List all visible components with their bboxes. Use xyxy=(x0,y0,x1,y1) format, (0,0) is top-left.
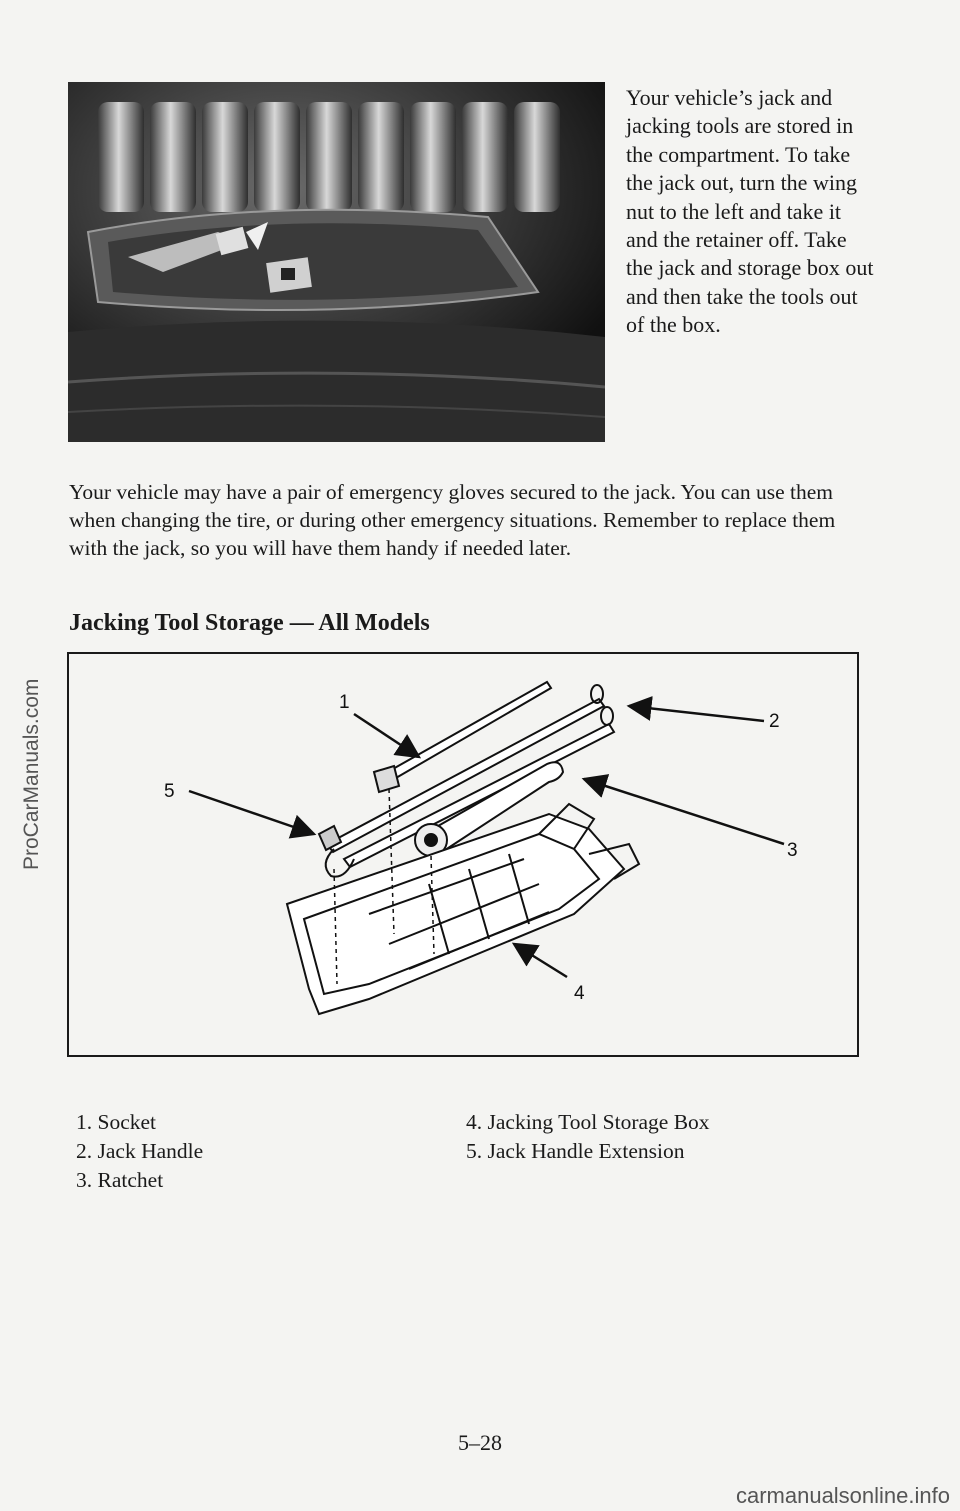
seat-rib xyxy=(514,102,560,212)
seat-rib xyxy=(202,102,248,212)
page-number: 5–28 xyxy=(458,1430,502,1455)
callout-5: 5 xyxy=(164,781,175,802)
legend-right xyxy=(466,1108,710,1166)
gloves-paragraph: Your vehicle may have a pair of emergency gloves secured to the jack. You can use them when changing the tire, or during other emergency situations. Remember to replace them with the jack, so you will have them handy if needed later. xyxy=(69,480,836,560)
legend-left xyxy=(76,1108,203,1195)
jack-compartment-photo xyxy=(68,82,605,442)
callout-2: 2 xyxy=(769,711,780,732)
seat-rib xyxy=(462,102,508,212)
intro-text: Your vehicle’s jack and jacking tools are stored in the compartment. To take the jack out, turn the wing nut to the left and take it and the retainer off. Take the jack and storage box out and then take the tools out of the box. xyxy=(626,85,874,338)
seat-rib xyxy=(358,102,404,212)
section-heading: Jacking Tool Storage — All Models xyxy=(69,610,430,636)
callout-3: 3 xyxy=(787,840,798,861)
callout-1: 1 xyxy=(339,692,350,713)
legend-item-ratchet: 3. Ratchet xyxy=(76,1168,164,1192)
jacking-tool-diagram xyxy=(67,652,859,1057)
seat-rib xyxy=(306,102,352,212)
legend-item-extension: 5. Jack Handle Extension xyxy=(466,1139,685,1163)
bottom-watermark[interactable]: carmanualsonline.info xyxy=(735,1483,950,1508)
callout-4: 4 xyxy=(574,983,585,1004)
seat-rib xyxy=(254,102,300,212)
legend-item-storage-box: 4. Jacking Tool Storage Box xyxy=(466,1110,710,1134)
seat-rib xyxy=(150,102,196,212)
seat-rib xyxy=(98,102,144,212)
seat-rib xyxy=(410,102,456,212)
side-watermark[interactable]: ProCarManuals.com xyxy=(20,678,43,870)
legend-item-socket: 1. Socket xyxy=(76,1110,157,1134)
legend-item-jack-handle: 2. Jack Handle xyxy=(76,1139,204,1163)
